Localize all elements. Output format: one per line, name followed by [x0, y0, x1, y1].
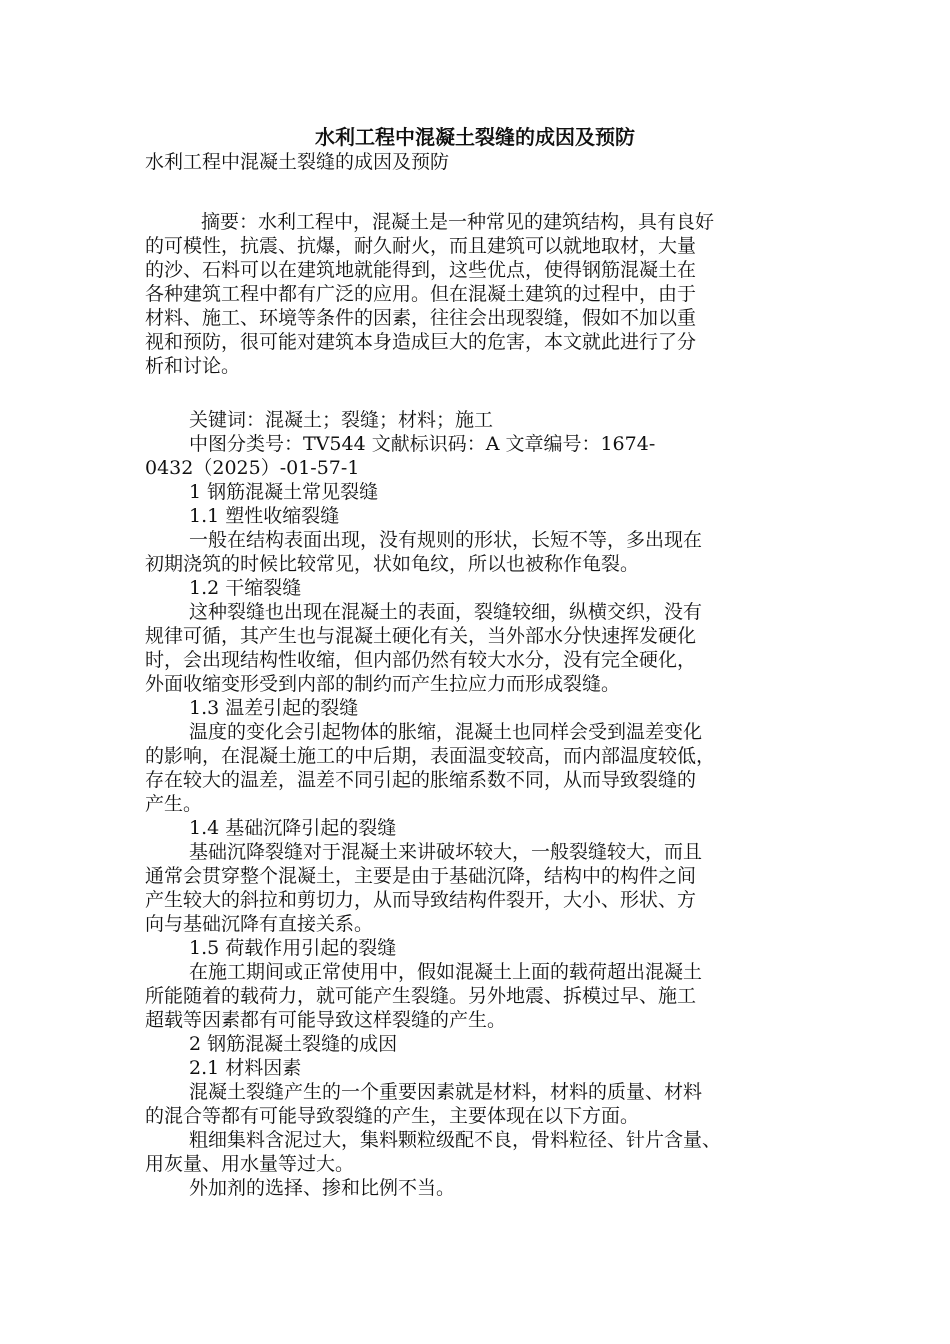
paragraph-line: 向与基础沉降有直接关系。	[145, 913, 374, 935]
paragraph-line: 一般在结构表面出现，没有规则的形状，长短不等，多出现在	[189, 529, 703, 551]
section-heading: 2 钢筋混凝土裂缝的成因	[189, 1033, 398, 1055]
abstract-line: 各种建筑工程中都有广泛的应用。但在混凝土建筑的过程中，由于	[145, 283, 697, 305]
document-title: 水利工程中混凝土裂缝的成因及预防	[315, 125, 635, 149]
paragraph-line: 的影响，在混凝土施工的中后期，表面温变较高，而内部温度较低，	[145, 745, 716, 767]
subsection-heading: 1.4 基础沉降引起的裂缝	[189, 817, 397, 839]
paragraph-line: 温度的变化会引起物体的胀缩，混凝土也同样会受到温差变化	[189, 721, 703, 743]
paragraph-line: 初期浇筑的时候比较常见，状如龟纹，所以也被称作龟裂。	[145, 553, 640, 575]
subsection-heading: 1.5 荷载作用引起的裂缝	[189, 937, 397, 959]
classification-line: 中图分类号：TV544 文献标识码：A 文章编号：1674-	[189, 433, 656, 455]
spacer	[145, 378, 809, 396]
paragraph-line: 这种裂缝也出现在混凝土的表面，裂缝较细，纵横交织，没有	[189, 601, 703, 623]
keywords: 关键词：混凝土；裂缝；材料；施工	[189, 409, 494, 431]
paragraph-line: 通常会贯穿整个混凝土，主要是由于基础沉降，结构中的构件之间	[145, 865, 697, 887]
paragraph-line: 外面收缩变形受到内部的制约而产生拉应力而形成裂缝。	[145, 673, 621, 695]
spacer	[145, 396, 809, 408]
paragraph-line: 用灰量、用水量等过大。	[145, 1153, 355, 1175]
paragraph-line: 外加剂的选择、掺和比例不当。	[189, 1177, 456, 1199]
spacer	[145, 192, 809, 210]
paragraph-line: 存在较大的温差，温差不同引起的胀缩系数不同，从而导致裂缝的	[145, 769, 697, 791]
paragraph-line: 基础沉降裂缝对于混凝土来讲破坏较大，一般裂缝较大，而且	[189, 841, 703, 863]
abstract-line: 摘要：水利工程中，混凝土是一种常见的建筑结构，具有良好	[201, 211, 715, 233]
section-heading: 1 钢筋混凝土常见裂缝	[189, 481, 379, 503]
paragraph-line: 所能随着的载荷力，就可能产生裂缝。另外地震、拆模过早、施工	[145, 985, 697, 1007]
paragraph-line: 超载等因素都有可能导致这样裂缝的产生。	[145, 1009, 507, 1031]
paragraph-line: 的混合等都有可能导致裂缝的产生，主要体现在以下方面。	[145, 1105, 640, 1127]
classification-line: 0432（2025）-01-57-1	[145, 457, 360, 479]
paragraph-line: 粗细集料含泥过大，集料颗粒级配不良，骨料粒径、针片含量、	[189, 1129, 722, 1151]
abstract	[145, 210, 809, 378]
subsection-heading: 1.2 干缩裂缝	[189, 577, 302, 599]
subsection-heading: 1.1 塑性收缩裂缝	[189, 505, 340, 527]
paragraph-line: 产生较大的斜拉和剪切力，从而导致结构件裂开，大小、形状、方	[145, 889, 697, 911]
abstract-line: 析和讨论。	[145, 355, 241, 377]
abstract-line: 的沙、石料可以在建筑地就能得到，这些优点，使得钢筋混凝土在	[145, 259, 697, 281]
abstract-line: 视和预防，很可能对建筑本身造成巨大的危害，本文就此进行了分	[145, 331, 697, 353]
paragraph-line: 混凝土裂缝产生的一个重要因素就是材料，材料的质量、材料	[189, 1081, 703, 1103]
paragraph-line: 时，会出现结构性收缩，但内部仍然有较大水分，没有完全硬化，	[145, 649, 697, 671]
abstract-line: 的可模性，抗震、抗爆，耐久耐火，而且建筑可以就地取材，大量	[145, 235, 697, 257]
paragraph-line: 规律可循，其产生也与混凝土硬化有关，当外部水分快速挥发硬化	[145, 625, 697, 647]
document-subtitle: 水利工程中混凝土裂缝的成因及预防	[145, 151, 450, 173]
subsection-heading: 2.1 材料因素	[189, 1057, 302, 1079]
abstract-line: 材料、施工、环境等条件的因素，往往会出现裂缝，假如不加以重	[145, 307, 697, 329]
paragraph-line: 在施工期间或正常使用中，假如混凝土上面的载荷超出混凝土	[189, 961, 703, 983]
subsection-heading: 1.3 温差引起的裂缝	[189, 697, 359, 719]
paragraph-line: 产生。	[145, 793, 203, 815]
spacer	[145, 174, 809, 192]
document-body	[145, 150, 809, 1200]
